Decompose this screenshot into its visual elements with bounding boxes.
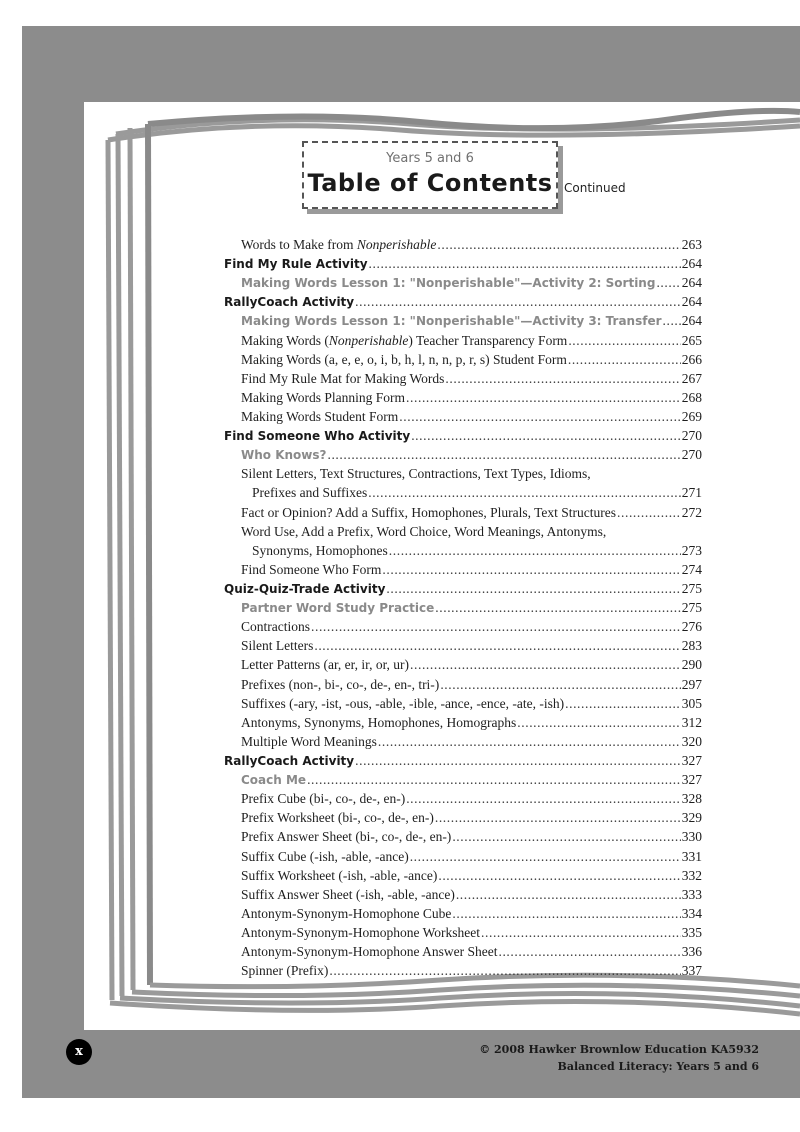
dot-leader — [307, 770, 681, 789]
toc-page-number: 331 — [681, 848, 702, 864]
toc-entry-text: Suffix Answer Sheet (-ish, -able, -ance) — [241, 886, 455, 902]
toc-entry-title — [241, 713, 516, 732]
toc-entry-text: Find Someone Who Activity — [224, 429, 411, 444]
toc-entry — [224, 292, 702, 311]
toc-entry-text: Multiple Word Meanings — [241, 733, 377, 749]
toc-page-number: 272 — [681, 504, 702, 520]
toc-page-number: 275 — [681, 600, 702, 616]
toc-page-number: 265 — [681, 332, 702, 348]
toc-entry-italic: Nonperishable — [328, 332, 409, 348]
toc-entry — [224, 885, 702, 904]
toc-entry — [224, 694, 702, 713]
toc-entry — [224, 254, 702, 273]
toc-page-number: 266 — [681, 351, 702, 367]
toc-entry-text: RallyCoach Activity — [224, 753, 355, 768]
toc-entry-title — [241, 274, 655, 293]
page-number-badge: x — [66, 1039, 92, 1065]
toc-entry — [224, 426, 702, 445]
dot-leader — [368, 483, 681, 502]
toc-entry-title — [241, 885, 455, 904]
toc-entry-text: Who Knows? — [241, 448, 327, 463]
toc-entry-title — [252, 541, 388, 560]
toc-entry-title — [241, 904, 451, 923]
toc-entry-title — [241, 923, 480, 942]
toc-entry-title — [241, 235, 436, 254]
toc-entry-text: Prefixes (non-, bi-, co-, de-, en-, tri-) — [241, 676, 440, 692]
dot-leader — [355, 751, 681, 770]
toc-entry-text: Making Words Lesson 1: "Nonperishable"—Activity 3: Transfer — [241, 314, 662, 329]
toc-page-number: 328 — [681, 791, 702, 807]
dot-leader — [329, 961, 680, 980]
toc-page-number: 273 — [681, 542, 702, 558]
toc-entry-title — [241, 789, 405, 808]
toc-entry-title — [241, 331, 567, 350]
dot-leader — [452, 827, 680, 846]
toc-page-number: 320 — [681, 733, 702, 749]
toc-entry-title — [224, 427, 410, 446]
toc-entry-text: Silent Letters, Text Structures, Contractions, Text Types, Idioms, — [241, 466, 591, 482]
toc-entry-text: Antonyms, Synonyms, Homophones, Homographs — [241, 714, 517, 730]
dot-leader — [435, 598, 680, 617]
toc-entry — [224, 311, 702, 330]
toc-entry — [224, 847, 702, 866]
dot-leader — [410, 655, 681, 674]
toc-page-number: 290 — [681, 657, 702, 673]
dot-leader — [355, 292, 681, 311]
toc-page-number: 312 — [681, 714, 702, 730]
toc-page-number: 283 — [681, 638, 702, 654]
toc-page-number: 270 — [681, 447, 702, 463]
toc-page-number: 263 — [681, 237, 702, 252]
toc-page-number: 270 — [681, 428, 702, 444]
toc-entry — [224, 770, 702, 789]
toc-entry — [224, 789, 702, 808]
toc-entry-text: Making Words Student Form — [241, 408, 399, 424]
toc-entry-text: Fact or Opinion? Add a Suffix, Homophones, Plurals, Text Structures — [241, 504, 617, 520]
toc-entry-text-rest: ) Teacher Transparency Form — [408, 332, 568, 348]
toc-entry-title — [224, 752, 354, 771]
toc-entry — [224, 866, 702, 885]
copyright-line: © 2008 Hawker Brownlow Education KA5932 — [479, 1043, 759, 1056]
dot-leader — [406, 388, 681, 407]
dot-leader — [440, 675, 680, 694]
toc-entry — [224, 904, 702, 923]
toc-entry — [224, 751, 702, 770]
dot-leader — [378, 732, 681, 751]
dot-leader — [617, 503, 681, 522]
years-subtitle: Years 5 and 6 — [386, 151, 474, 166]
toc-page-number: 297 — [681, 676, 702, 692]
toc-entry-title — [241, 617, 310, 636]
title-plaque — [302, 141, 558, 209]
toc-page-number: 274 — [681, 561, 702, 577]
toc-page-number: 330 — [681, 829, 702, 845]
toc-entry-title — [241, 694, 564, 713]
toc-entry-title — [241, 636, 313, 655]
toc-page-number: 271 — [681, 485, 702, 501]
toc-entry-text: Word Use, Add a Prefix, Word Choice, Word Meanings, Antonyms, — [241, 523, 607, 539]
toc-page-number: 334 — [681, 905, 702, 921]
toc-page-number: 327 — [681, 772, 702, 788]
toc-entry — [224, 732, 702, 751]
toc-entry — [224, 522, 702, 541]
toc-entry-title — [241, 560, 381, 579]
toc-entry-italic: Nonperishable — [356, 237, 437, 252]
toc-entry — [224, 808, 702, 827]
dot-leader — [327, 445, 680, 464]
dot-leader — [437, 235, 680, 254]
toc-entry-title — [224, 580, 385, 599]
toc-entry-title — [241, 808, 434, 827]
toc-entry-text: Find My Rule Mat for Making Words — [241, 370, 445, 386]
toc-page-number: 329 — [681, 810, 702, 826]
toc-entry — [224, 598, 702, 617]
dot-leader — [411, 426, 681, 445]
toc-entry-title — [241, 312, 662, 331]
dot-leader — [452, 904, 680, 923]
toc-entry-title — [241, 599, 434, 618]
toc-entry-text: Making Words (a, e, e, o, i, b, h, l, n, n, p, r, s) Student Form — [241, 351, 567, 367]
toc-entry-text: Coach Me — [241, 773, 307, 788]
toc-entry — [224, 636, 702, 655]
toc-entry-title — [241, 942, 497, 961]
dot-leader — [389, 541, 681, 560]
dot-leader — [656, 273, 680, 292]
toc-entry-text: Prefix Worksheet (bi-, co-, de-, en-) — [241, 810, 434, 826]
toc-entry-title — [252, 483, 367, 502]
toc-entry — [224, 331, 702, 350]
dot-leader — [406, 789, 681, 808]
toc-page-number: 333 — [681, 886, 702, 902]
toc-entry — [224, 464, 702, 483]
toc-entry-title — [241, 503, 616, 522]
toc-entry-title — [241, 350, 567, 369]
table-of-contents — [224, 235, 702, 980]
toc-entry-title — [241, 446, 326, 465]
book-title-line: Balanced Literacy: Years 5 and 6 — [557, 1060, 759, 1073]
toc-entry-text: Prefix Cube (bi-, co-, de-, en-) — [241, 791, 406, 807]
toc-page-number: 332 — [681, 867, 702, 883]
dot-leader — [386, 579, 680, 598]
toc-entry-title — [241, 522, 606, 541]
toc-entry-title — [241, 464, 591, 483]
toc-entry-text: Suffix Worksheet (-ish, -able, -ance) — [241, 867, 438, 883]
toc-page-number: 275 — [681, 580, 702, 596]
toc-entry — [224, 827, 702, 846]
toc-entry — [224, 942, 702, 961]
toc-page-number: 264 — [681, 294, 702, 310]
toc-entry-title — [241, 655, 409, 674]
dot-leader — [568, 350, 681, 369]
toc-page-number: 269 — [681, 408, 702, 424]
toc-entry — [224, 407, 702, 426]
toc-entry — [224, 541, 702, 560]
toc-entry-text: Synonyms, Homophones — [252, 542, 388, 558]
toc-entry-title — [241, 388, 405, 407]
toc-entry — [224, 655, 702, 674]
toc-entry — [224, 503, 702, 522]
dot-leader — [456, 885, 681, 904]
dot-leader — [517, 713, 680, 732]
toc-entry — [224, 273, 702, 292]
toc-entry-text: Find My Rule Activity — [224, 257, 368, 272]
toc-page-number: 336 — [681, 944, 702, 960]
toc-page-number: 335 — [681, 924, 702, 940]
toc-entry — [224, 350, 702, 369]
toc-entry — [224, 483, 702, 502]
toc-entry-title — [241, 827, 451, 846]
toc-entry-text: Silent Letters — [241, 638, 314, 654]
dot-leader — [438, 866, 680, 885]
dot-leader — [369, 254, 681, 273]
toc-entry-title — [241, 847, 409, 866]
toc-entry-title — [241, 369, 444, 388]
toc-entry — [224, 713, 702, 732]
dot-leader — [663, 311, 681, 330]
toc-page-number: 264 — [681, 275, 702, 291]
toc-entry-title — [241, 866, 437, 885]
toc-entry-title — [241, 407, 398, 426]
toc-entry-title — [224, 293, 354, 312]
toc-entry — [224, 369, 702, 388]
toc-entry — [224, 579, 702, 598]
dot-leader — [435, 808, 681, 827]
toc-entry-text: Antonym-Synonym-Homophone Answer Sheet — [241, 944, 498, 960]
toc-page-number: 276 — [681, 619, 702, 635]
continued-label: Continued — [564, 181, 626, 195]
dot-leader — [498, 942, 680, 961]
toc-entry-title — [241, 732, 377, 751]
toc-entry — [224, 617, 702, 636]
toc-entry-text: Contractions — [241, 619, 310, 635]
toc-entry-text: Antonym-Synonym-Homophone Worksheet — [241, 924, 481, 940]
toc-entry-text: Prefix Answer Sheet (bi-, co-, de-, en-) — [241, 829, 452, 845]
page-title: Table of Contents — [307, 169, 553, 197]
dot-leader — [565, 694, 681, 713]
toc-page-number: 337 — [681, 963, 702, 979]
toc-entry-text: Partner Word Study Practice — [241, 601, 435, 616]
toc-entry — [224, 560, 702, 579]
dot-leader — [568, 331, 680, 350]
toc-entry-text: Letter Patterns (ar, er, ir, or, ur) — [241, 657, 410, 673]
toc-entry-text: Antonym-Synonym-Homophone Cube — [241, 905, 452, 921]
toc-entry-text: Making Words ( — [241, 332, 329, 348]
toc-entry-title — [241, 675, 439, 694]
toc-entry — [224, 445, 702, 464]
toc-entry — [224, 923, 702, 942]
toc-entry — [224, 675, 702, 694]
toc-entry — [224, 961, 702, 980]
dot-leader — [410, 847, 681, 866]
toc-page-number: 264 — [681, 256, 702, 272]
dot-leader — [445, 369, 680, 388]
toc-entry-title — [241, 771, 306, 790]
toc-entry-text: RallyCoach Activity — [224, 295, 355, 310]
toc-entry-title — [224, 255, 368, 274]
toc-entry-title — [241, 961, 328, 980]
toc-page-number: 268 — [681, 389, 702, 405]
toc-entry-text: Words to Make from — [241, 237, 357, 252]
toc-page-number: 264 — [681, 313, 702, 329]
dot-leader — [311, 617, 681, 636]
toc-entry-text: Quiz-Quiz-Trade Activity — [224, 581, 386, 596]
toc-entry — [224, 388, 702, 407]
toc-entry-text: Making Words Planning Form — [241, 389, 406, 405]
toc-entry-text: Making Words Lesson 1: "Nonperishable"—Activity 2: Sorting — [241, 276, 656, 291]
toc-entry — [224, 235, 702, 254]
toc-entry-text: Prefixes and Suffixes — [252, 485, 368, 501]
dot-leader — [382, 560, 680, 579]
dot-leader — [481, 923, 681, 942]
dot-leader — [314, 636, 680, 655]
toc-page-number: 327 — [681, 752, 702, 768]
toc-page-number: 267 — [681, 370, 702, 386]
toc-entry-text: Suffix Cube (-ish, -able, -ance) — [241, 848, 409, 864]
toc-entry-text: Suffixes (-ary, -ist, -ous, -able, -ible, -ance, -ence, -ate, -ish) — [241, 695, 565, 711]
toc-entry-text: Spinner (Prefix) — [241, 963, 329, 979]
toc-page-number: 305 — [681, 695, 702, 711]
toc-entry-text: Find Someone Who Form — [241, 561, 382, 577]
dot-leader — [399, 407, 680, 426]
